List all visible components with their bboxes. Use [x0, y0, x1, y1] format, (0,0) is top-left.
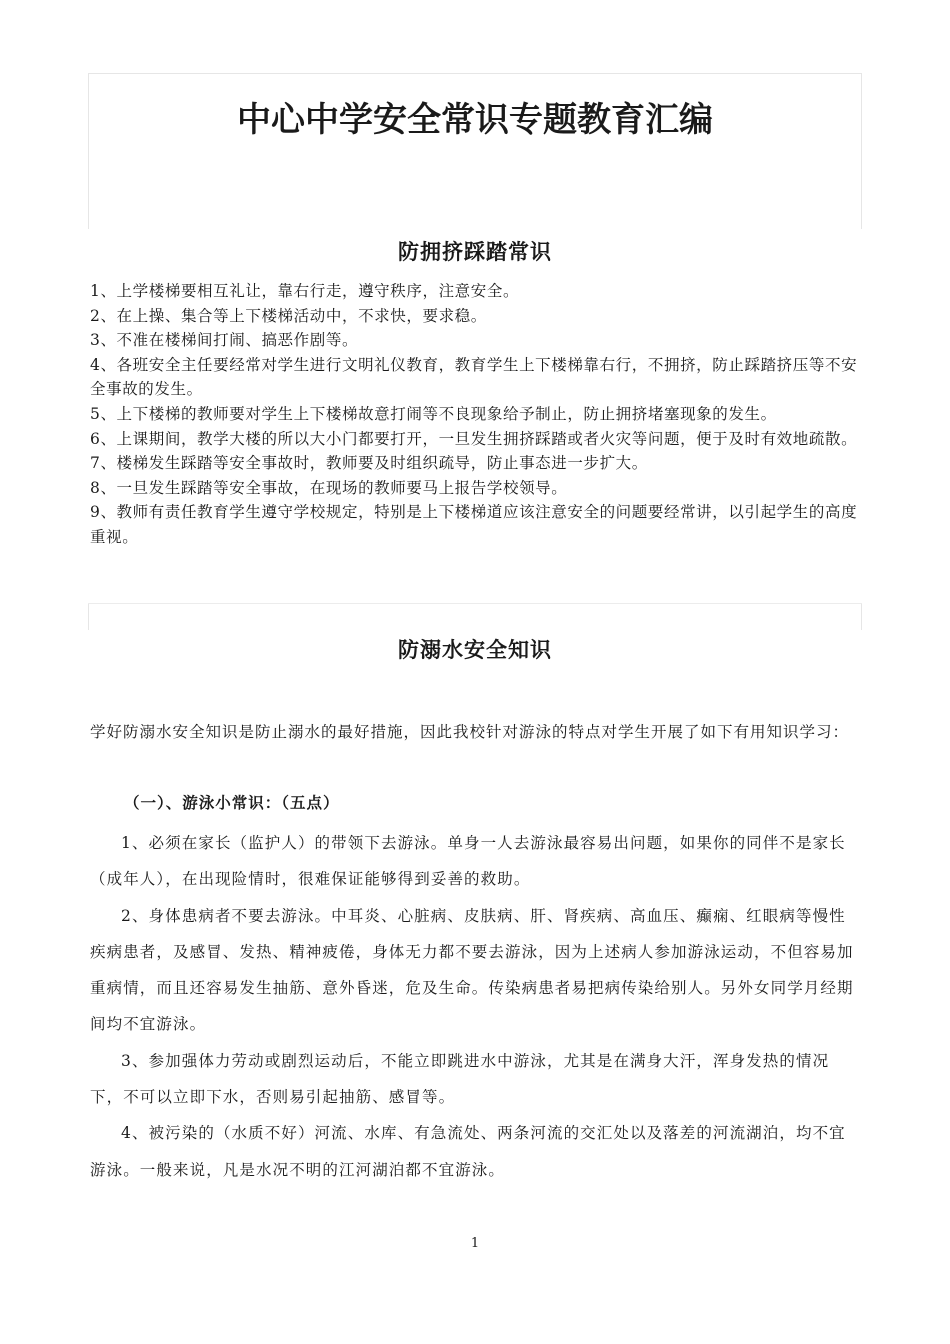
- section-title-drowning: 防溺水安全知识: [398, 637, 552, 662]
- frame-line: [88, 603, 862, 604]
- swimming-tips-list: [90, 825, 860, 1188]
- stampede-rules-list: [90, 279, 865, 550]
- list-item: 9、教师有责任教育学生遵守学校规定，特别是上下楼梯道应该注意安全的问题要经常讲，以引起学生的高度重视。: [90, 503, 858, 546]
- list-item: 4、各班安全主任要经常对学生进行文明礼仪教育，教育学生上下楼梯靠右行，不拥挤，防止踩踏挤压等不安全事故的发生。: [90, 355, 858, 399]
- swimming-tips-heading: （一）、游泳小常识：（五点）: [124, 793, 340, 812]
- list-item: 4、被污染的（水质不好）河流、水库、有急流处、两条河流的交汇处以及落差的河流湖泊，均不宜游泳。一般来说，凡是水况不明的江河湖泊都不宜游泳。: [90, 1124, 846, 1179]
- list-item: 1、必须在家长（监护人）的带领下去游泳。单身一人去游泳最容易出问题，如果你的同伴不是家长（成年人），在出现险情时，很难保证能够得到妥善的救助。: [90, 834, 846, 889]
- frame-line: [88, 73, 862, 74]
- list-item: 2、在上操、集合等上下楼梯活动中，不求快，要求稳。: [90, 306, 487, 325]
- section-title-stampede: 防拥挤踩踏常识: [398, 239, 552, 264]
- list-item: 2、身体患病者不要去游泳。中耳炎、心脏病、皮肤病、肝、肾疾病、高血压、癫痫、红眼病等慢性疾病患者，及感冒、发热、精神疲倦，身体无力都不要去游泳，因为上述病人参加游泳运动，不但容易加重病情，而且还容易发生抽筋、意外昏迷，危及生命。传染病患者易把病传染给别人。另外女同学月经期间均不宜游泳。: [90, 906, 854, 1034]
- list-item: 8、一旦发生踩踏等安全事故，在现场的教师要马上报告学校领导。: [90, 478, 568, 497]
- list-item: 6、上课期间，教学大楼的所以大小门都要打开，一旦发生拥挤踩踏或者火灾等问题，便于及时有效地疏散。: [90, 429, 858, 448]
- document-title: 中心中学安全常识专题教育汇编: [237, 100, 713, 140]
- list-item: 1、上学楼梯要相互礼让，靠右行走，遵守秩序，注意安全。: [90, 282, 520, 300]
- list-item: 5、上下楼梯的教师要对学生上下楼梯故意打闹等不良现象给予制止，防止拥挤堵塞现象的发生。: [90, 404, 777, 423]
- frame-line: [861, 604, 862, 630]
- list-item: 3、参加强体力劳动或剧烈运动后，不能立即跳进水中游泳，尤其是在满身大汗，浑身发热的情况下，不可以立即下水，否则易引起抽筋、感冒等。: [90, 1051, 830, 1107]
- page-number: 1: [470, 1236, 480, 1251]
- frame-line: [88, 604, 89, 630]
- list-item: 3、不准在楼梯间打闹、搞恶作剧等。: [90, 331, 359, 350]
- drowning-intro: 学好防溺水安全知识是防止溺水的最好措施，因此我校针对游泳的特点对学生开展了如下有用知识学习：: [90, 723, 850, 741]
- list-item: 7、楼梯发生踩踏等安全事故时，教师要及时组织疏导，防止事态进一步扩大。: [90, 454, 648, 473]
